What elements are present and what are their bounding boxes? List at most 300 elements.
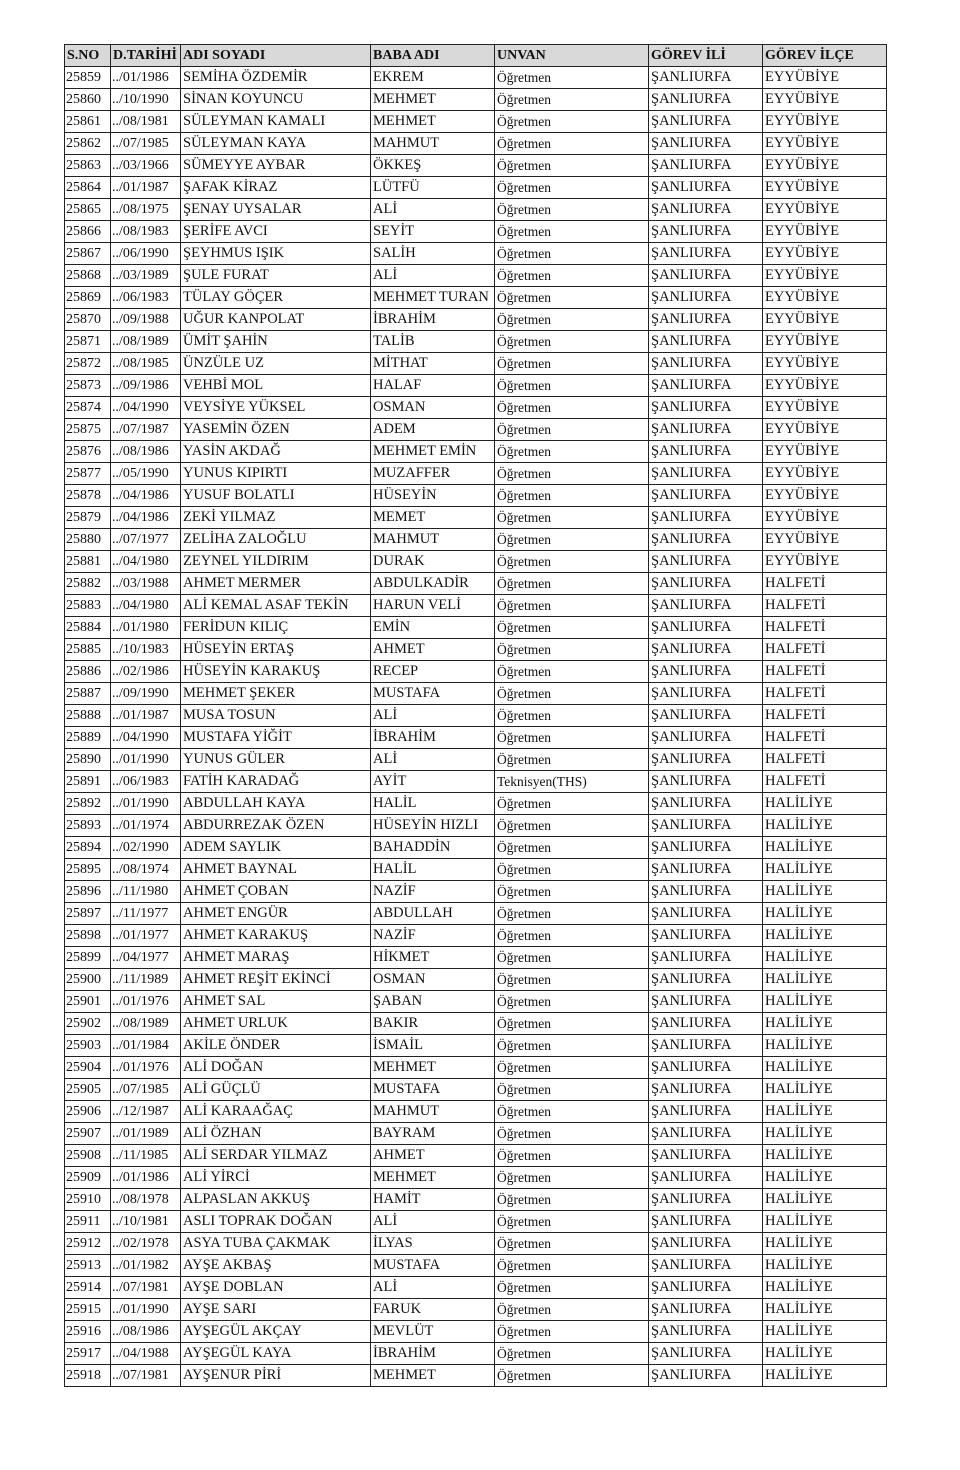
table-row xyxy=(65,551,887,573)
cell-sno: 25886 xyxy=(65,661,111,683)
cell-province: ŞANLIURFA xyxy=(649,991,763,1013)
cell-date: ../08/1989 xyxy=(111,1013,181,1035)
table-row xyxy=(65,925,887,947)
cell-father-name: HAMİT xyxy=(371,1189,495,1211)
cell-date: ../08/1983 xyxy=(111,221,181,243)
cell-district: EYYÜBİYE xyxy=(763,155,887,177)
cell-province: ŞANLIURFA xyxy=(649,463,763,485)
cell-district: EYYÜBİYE xyxy=(763,375,887,397)
cell-province: ŞANLIURFA xyxy=(649,1145,763,1167)
cell-sno: 25902 xyxy=(65,1013,111,1035)
cell-father-name: ALİ xyxy=(371,1211,495,1233)
cell-province: ŞANLIURFA xyxy=(649,793,763,815)
cell-sno: 25880 xyxy=(65,529,111,551)
cell-title: Öğretmen xyxy=(495,133,649,155)
cell-sno: 25901 xyxy=(65,991,111,1013)
cell-province: ŞANLIURFA xyxy=(649,155,763,177)
cell-province: ŞANLIURFA xyxy=(649,1255,763,1277)
cell-name: AHMET MERMER xyxy=(181,573,371,595)
table-row xyxy=(65,749,887,771)
cell-date: ../02/1990 xyxy=(111,837,181,859)
table-row xyxy=(65,1035,887,1057)
cell-title: Öğretmen xyxy=(495,991,649,1013)
table-row xyxy=(65,331,887,353)
cell-district: HALİLİYE xyxy=(763,1255,887,1277)
cell-father-name: İLYAS xyxy=(371,1233,495,1255)
cell-title: Öğretmen xyxy=(495,309,649,331)
cell-sno: 25899 xyxy=(65,947,111,969)
table-row xyxy=(65,441,887,463)
cell-province: ŞANLIURFA xyxy=(649,353,763,375)
cell-father-name: ABDULKADİR xyxy=(371,573,495,595)
table-row xyxy=(65,507,887,529)
cell-title: Öğretmen xyxy=(495,1167,649,1189)
cell-province: ŞANLIURFA xyxy=(649,881,763,903)
cell-name: MUSTAFA YİĞİT xyxy=(181,727,371,749)
table-row xyxy=(65,793,887,815)
cell-name: SÜLEYMAN KAMALI xyxy=(181,111,371,133)
cell-name: VEYSİYE YÜKSEL xyxy=(181,397,371,419)
cell-sno: 25884 xyxy=(65,617,111,639)
cell-title: Öğretmen xyxy=(495,485,649,507)
cell-date: ../10/1981 xyxy=(111,1211,181,1233)
cell-name: AHMET KARAKUŞ xyxy=(181,925,371,947)
table-row xyxy=(65,133,887,155)
cell-title: Öğretmen xyxy=(495,463,649,485)
cell-title: Öğretmen xyxy=(495,155,649,177)
cell-title: Öğretmen xyxy=(495,947,649,969)
header-sno: S.NO xyxy=(65,45,111,67)
cell-title: Öğretmen xyxy=(495,1013,649,1035)
cell-district: HALİLİYE xyxy=(763,1277,887,1299)
cell-name: SÜMEYYE AYBAR xyxy=(181,155,371,177)
cell-province: ŞANLIURFA xyxy=(649,89,763,111)
cell-name: YUNUS KIPIRTI xyxy=(181,463,371,485)
cell-date: ../07/1977 xyxy=(111,529,181,551)
table-row xyxy=(65,1255,887,1277)
cell-province: ŞANLIURFA xyxy=(649,969,763,991)
cell-district: EYYÜBİYE xyxy=(763,221,887,243)
cell-father-name: İBRAHİM xyxy=(371,727,495,749)
cell-father-name: MUSTAFA xyxy=(371,1255,495,1277)
cell-father-name: NAZİF xyxy=(371,881,495,903)
cell-province: ŞANLIURFA xyxy=(649,1233,763,1255)
table-row xyxy=(65,1013,887,1035)
cell-title: Öğretmen xyxy=(495,111,649,133)
cell-father-name: HALİL xyxy=(371,793,495,815)
cell-sno: 25871 xyxy=(65,331,111,353)
cell-province: ŞANLIURFA xyxy=(649,309,763,331)
cell-province: ŞANLIURFA xyxy=(649,771,763,793)
cell-sno: 25876 xyxy=(65,441,111,463)
cell-title: Öğretmen xyxy=(495,67,649,89)
cell-province: ŞANLIURFA xyxy=(649,1013,763,1035)
cell-sno: 25909 xyxy=(65,1167,111,1189)
cell-sno: 25873 xyxy=(65,375,111,397)
cell-date: ../03/1988 xyxy=(111,573,181,595)
cell-name: ÜMİT ŞAHİN xyxy=(181,331,371,353)
cell-province: ŞANLIURFA xyxy=(649,397,763,419)
cell-title: Öğretmen xyxy=(495,1189,649,1211)
cell-date: ../04/1986 xyxy=(111,507,181,529)
cell-sno: 25861 xyxy=(65,111,111,133)
cell-district: EYYÜBİYE xyxy=(763,89,887,111)
cell-father-name: FARUK xyxy=(371,1299,495,1321)
cell-province: ŞANLIURFA xyxy=(649,1057,763,1079)
cell-title: Öğretmen xyxy=(495,881,649,903)
cell-name: YASEMİN ÖZEN xyxy=(181,419,371,441)
cell-name: AHMET ÇOBAN xyxy=(181,881,371,903)
cell-name: ADEM SAYLIK xyxy=(181,837,371,859)
cell-title: Öğretmen xyxy=(495,1101,649,1123)
cell-sno: 25869 xyxy=(65,287,111,309)
table-row xyxy=(65,375,887,397)
cell-title: Öğretmen xyxy=(495,265,649,287)
cell-sno: 25879 xyxy=(65,507,111,529)
cell-sno: 25910 xyxy=(65,1189,111,1211)
cell-father-name: ADEM xyxy=(371,419,495,441)
cell-date: ../01/1986 xyxy=(111,67,181,89)
cell-father-name: HİKMET xyxy=(371,947,495,969)
cell-sno: 25896 xyxy=(65,881,111,903)
cell-name: ALİ KARAAĞAÇ xyxy=(181,1101,371,1123)
cell-sno: 25912 xyxy=(65,1233,111,1255)
table-row xyxy=(65,727,887,749)
table-row xyxy=(65,199,887,221)
cell-sno: 25865 xyxy=(65,199,111,221)
cell-name: YUSUF BOLATLI xyxy=(181,485,371,507)
cell-date: ../07/1981 xyxy=(111,1365,181,1387)
cell-district: HALFETİ xyxy=(763,749,887,771)
cell-name: ALİ SERDAR YILMAZ xyxy=(181,1145,371,1167)
cell-title: Öğretmen xyxy=(495,1079,649,1101)
cell-province: ŞANLIURFA xyxy=(649,199,763,221)
cell-father-name: MUSTAFA xyxy=(371,683,495,705)
table-row xyxy=(65,969,887,991)
cell-sno: 25911 xyxy=(65,1211,111,1233)
cell-date: ../01/1986 xyxy=(111,1167,181,1189)
cell-father-name: MEMET xyxy=(371,507,495,529)
cell-date: ../01/1990 xyxy=(111,1299,181,1321)
cell-name: MUSA TOSUN xyxy=(181,705,371,727)
cell-sno: 25864 xyxy=(65,177,111,199)
table-row xyxy=(65,1057,887,1079)
cell-title: Öğretmen xyxy=(495,1299,649,1321)
cell-title: Teknisyen(THS) xyxy=(495,771,649,793)
cell-district: EYYÜBİYE xyxy=(763,265,887,287)
cell-district: HALİLİYE xyxy=(763,837,887,859)
cell-province: ŞANLIURFA xyxy=(649,925,763,947)
cell-name: ŞULE FURAT xyxy=(181,265,371,287)
cell-father-name: SEYİT xyxy=(371,221,495,243)
cell-sno: 25905 xyxy=(65,1079,111,1101)
cell-district: EYYÜBİYE xyxy=(763,177,887,199)
cell-date: ../07/1987 xyxy=(111,419,181,441)
cell-name: YASİN AKDAĞ xyxy=(181,441,371,463)
cell-date: ../01/1982 xyxy=(111,1255,181,1277)
cell-district: HALİLİYE xyxy=(763,991,887,1013)
cell-title: Öğretmen xyxy=(495,331,649,353)
cell-date: ../01/1976 xyxy=(111,991,181,1013)
table-row xyxy=(65,771,887,793)
cell-father-name: İBRAHİM xyxy=(371,1343,495,1365)
cell-district: EYYÜBİYE xyxy=(763,441,887,463)
table-row xyxy=(65,991,887,1013)
cell-province: ŞANLIURFA xyxy=(649,1321,763,1343)
cell-province: ŞANLIURFA xyxy=(649,595,763,617)
cell-district: HALİLİYE xyxy=(763,1365,887,1387)
cell-province: ŞANLIURFA xyxy=(649,727,763,749)
cell-province: ŞANLIURFA xyxy=(649,1365,763,1387)
cell-district: HALİLİYE xyxy=(763,1035,887,1057)
cell-province: ŞANLIURFA xyxy=(649,661,763,683)
cell-date: ../02/1978 xyxy=(111,1233,181,1255)
cell-title: Öğretmen xyxy=(495,221,649,243)
cell-sno: 25917 xyxy=(65,1343,111,1365)
cell-title: Öğretmen xyxy=(495,925,649,947)
cell-name: HÜSEYİN ERTAŞ xyxy=(181,639,371,661)
cell-province: ŞANLIURFA xyxy=(649,243,763,265)
table-row xyxy=(65,1123,887,1145)
cell-father-name: ALİ xyxy=(371,199,495,221)
cell-district: HALİLİYE xyxy=(763,1167,887,1189)
table-row xyxy=(65,309,887,331)
cell-father-name: HÜSEYİN xyxy=(371,485,495,507)
cell-sno: 25895 xyxy=(65,859,111,881)
cell-date: ../01/1987 xyxy=(111,705,181,727)
cell-title: Öğretmen xyxy=(495,1233,649,1255)
cell-sno: 25894 xyxy=(65,837,111,859)
cell-district: EYYÜBİYE xyxy=(763,507,887,529)
table-row xyxy=(65,155,887,177)
table-row xyxy=(65,947,887,969)
cell-district: HALFETİ xyxy=(763,595,887,617)
cell-province: ŞANLIURFA xyxy=(649,903,763,925)
cell-title: Öğretmen xyxy=(495,661,649,683)
cell-name: AHMET REŞİT EKİNCİ xyxy=(181,969,371,991)
cell-sno: 25867 xyxy=(65,243,111,265)
cell-father-name: MİTHAT xyxy=(371,353,495,375)
cell-sno: 25860 xyxy=(65,89,111,111)
cell-title: Öğretmen xyxy=(495,1145,649,1167)
cell-father-name: NAZİF xyxy=(371,925,495,947)
table-row xyxy=(65,463,887,485)
cell-province: ŞANLIURFA xyxy=(649,1189,763,1211)
cell-district: EYYÜBİYE xyxy=(763,551,887,573)
table-row xyxy=(65,1211,887,1233)
table-row xyxy=(65,221,887,243)
cell-sno: 25870 xyxy=(65,309,111,331)
cell-sno: 25882 xyxy=(65,573,111,595)
cell-title: Öğretmen xyxy=(495,793,649,815)
cell-sno: 25900 xyxy=(65,969,111,991)
cell-sno: 25892 xyxy=(65,793,111,815)
cell-district: HALİLİYE xyxy=(763,1145,887,1167)
cell-title: Öğretmen xyxy=(495,89,649,111)
cell-district: EYYÜBİYE xyxy=(763,353,887,375)
cell-date: ../06/1990 xyxy=(111,243,181,265)
cell-date: ../01/1989 xyxy=(111,1123,181,1145)
table-row xyxy=(65,815,887,837)
cell-province: ŞANLIURFA xyxy=(649,1343,763,1365)
cell-name: AYŞE AKBAŞ xyxy=(181,1255,371,1277)
cell-father-name: HALİL xyxy=(371,859,495,881)
cell-date: ../09/1990 xyxy=(111,683,181,705)
table-row xyxy=(65,617,887,639)
cell-district: HALİLİYE xyxy=(763,1079,887,1101)
cell-district: EYYÜBİYE xyxy=(763,111,887,133)
cell-district: HALİLİYE xyxy=(763,881,887,903)
cell-district: EYYÜBİYE xyxy=(763,419,887,441)
cell-sno: 25891 xyxy=(65,771,111,793)
cell-province: ŞANLIURFA xyxy=(649,859,763,881)
cell-title: Öğretmen xyxy=(495,1365,649,1387)
table-row xyxy=(65,881,887,903)
cell-title: Öğretmen xyxy=(495,353,649,375)
cell-date: ../04/1990 xyxy=(111,397,181,419)
cell-date: ../10/1990 xyxy=(111,89,181,111)
cell-province: ŞANLIURFA xyxy=(649,815,763,837)
table-row xyxy=(65,903,887,925)
cell-province: ŞANLIURFA xyxy=(649,441,763,463)
cell-father-name: ÖKKEŞ xyxy=(371,155,495,177)
cell-title: Öğretmen xyxy=(495,1321,649,1343)
cell-title: Öğretmen xyxy=(495,705,649,727)
cell-name: MEHMET ŞEKER xyxy=(181,683,371,705)
cell-name: ALİ GÜÇLÜ xyxy=(181,1079,371,1101)
cell-name: AYŞEGÜL AKÇAY xyxy=(181,1321,371,1343)
cell-date: ../04/1986 xyxy=(111,485,181,507)
cell-date: ../08/1974 xyxy=(111,859,181,881)
cell-father-name: ŞABAN xyxy=(371,991,495,1013)
cell-name: ALİ DOĞAN xyxy=(181,1057,371,1079)
table-row xyxy=(65,287,887,309)
cell-name: SİNAN KOYUNCU xyxy=(181,89,371,111)
cell-father-name: MAHMUT xyxy=(371,529,495,551)
personnel-table xyxy=(64,44,887,1387)
cell-district: EYYÜBİYE xyxy=(763,463,887,485)
table-row xyxy=(65,67,887,89)
cell-district: HALFETİ xyxy=(763,573,887,595)
cell-name: ALPASLAN AKKUŞ xyxy=(181,1189,371,1211)
cell-sno: 25913 xyxy=(65,1255,111,1277)
cell-title: Öğretmen xyxy=(495,1057,649,1079)
cell-date: ../06/1983 xyxy=(111,287,181,309)
table-row xyxy=(65,1299,887,1321)
cell-sno: 25881 xyxy=(65,551,111,573)
cell-date: ../01/1976 xyxy=(111,1057,181,1079)
cell-district: HALİLİYE xyxy=(763,1013,887,1035)
cell-sno: 25868 xyxy=(65,265,111,287)
cell-province: ŞANLIURFA xyxy=(649,1299,763,1321)
cell-date: ../08/1986 xyxy=(111,1321,181,1343)
cell-name: AHMET MARAŞ xyxy=(181,947,371,969)
table-row xyxy=(65,1233,887,1255)
cell-father-name: MEHMET xyxy=(371,1057,495,1079)
cell-province: ŞANLIURFA xyxy=(649,419,763,441)
cell-father-name: MUZAFFER xyxy=(371,463,495,485)
cell-title: Öğretmen xyxy=(495,683,649,705)
cell-father-name: MEHMET xyxy=(371,111,495,133)
cell-name: YUNUS GÜLER xyxy=(181,749,371,771)
cell-date: ../01/1990 xyxy=(111,793,181,815)
table-row xyxy=(65,639,887,661)
cell-title: Öğretmen xyxy=(495,617,649,639)
cell-sno: 25866 xyxy=(65,221,111,243)
cell-name: FATİH KARADAĞ xyxy=(181,771,371,793)
cell-date: ../08/1978 xyxy=(111,1189,181,1211)
header-name: ADI SOYADI xyxy=(181,45,371,67)
cell-name: AHMET BAYNAL xyxy=(181,859,371,881)
cell-province: ŞANLIURFA xyxy=(649,1123,763,1145)
cell-province: ŞANLIURFA xyxy=(649,265,763,287)
cell-father-name: MEHMET xyxy=(371,1365,495,1387)
cell-district: HALİLİYE xyxy=(763,859,887,881)
table-row xyxy=(65,1167,887,1189)
table-row xyxy=(65,529,887,551)
cell-father-name: BAKIR xyxy=(371,1013,495,1035)
cell-district: EYYÜBİYE xyxy=(763,67,887,89)
cell-district: EYYÜBİYE xyxy=(763,309,887,331)
cell-province: ŞANLIURFA xyxy=(649,617,763,639)
cell-title: Öğretmen xyxy=(495,1255,649,1277)
cell-sno: 25863 xyxy=(65,155,111,177)
cell-name: SÜLEYMAN KAYA xyxy=(181,133,371,155)
cell-district: HALİLİYE xyxy=(763,1123,887,1145)
header-district: GÖREV İLÇE xyxy=(763,45,887,67)
cell-title: Öğretmen xyxy=(495,1211,649,1233)
cell-title: Öğretmen xyxy=(495,287,649,309)
table-row xyxy=(65,353,887,375)
cell-district: HALİLİYE xyxy=(763,925,887,947)
cell-father-name: MEHMET TURAN xyxy=(371,287,495,309)
cell-district: EYYÜBİYE xyxy=(763,397,887,419)
cell-sno: 25877 xyxy=(65,463,111,485)
cell-sno: 25904 xyxy=(65,1057,111,1079)
cell-date: ../11/1989 xyxy=(111,969,181,991)
cell-father-name: AHMET xyxy=(371,1145,495,1167)
cell-province: ŞANLIURFA xyxy=(649,177,763,199)
cell-title: Öğretmen xyxy=(495,837,649,859)
cell-province: ŞANLIURFA xyxy=(649,375,763,397)
cell-district: HALİLİYE xyxy=(763,1211,887,1233)
cell-date: ../08/1989 xyxy=(111,331,181,353)
header-title: UNVAN xyxy=(495,45,649,67)
table-row xyxy=(65,595,887,617)
table-row xyxy=(65,177,887,199)
cell-father-name: ALİ xyxy=(371,265,495,287)
cell-father-name: EMİN xyxy=(371,617,495,639)
cell-name: ŞEYHMUS IŞIK xyxy=(181,243,371,265)
cell-date: ../01/1990 xyxy=(111,749,181,771)
cell-father-name: ALİ xyxy=(371,749,495,771)
cell-name: AYŞE SARI xyxy=(181,1299,371,1321)
cell-province: ŞANLIURFA xyxy=(649,639,763,661)
cell-date: ../10/1983 xyxy=(111,639,181,661)
cell-date: ../08/1985 xyxy=(111,353,181,375)
table-row xyxy=(65,89,887,111)
cell-date: ../08/1975 xyxy=(111,199,181,221)
cell-title: Öğretmen xyxy=(495,815,649,837)
cell-father-name: MEVLÜT xyxy=(371,1321,495,1343)
cell-district: HALİLİYE xyxy=(763,1321,887,1343)
cell-date: ../03/1966 xyxy=(111,155,181,177)
cell-province: ŞANLIURFA xyxy=(649,485,763,507)
cell-name: HÜSEYİN KARAKUŞ xyxy=(181,661,371,683)
cell-father-name: MUSTAFA xyxy=(371,1079,495,1101)
cell-father-name: AYİT xyxy=(371,771,495,793)
cell-name: UĞUR KANPOLAT xyxy=(181,309,371,331)
